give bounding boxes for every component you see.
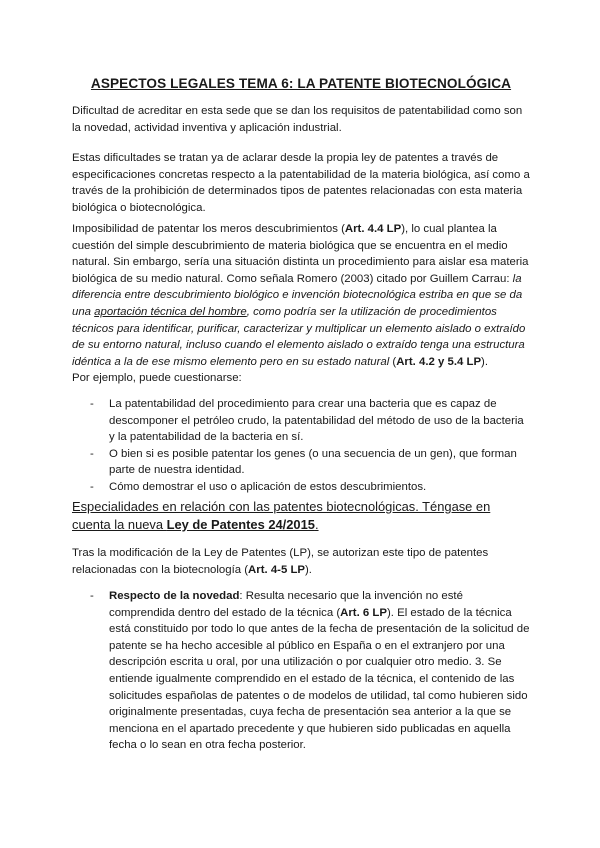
article-reference: Art. 4.4 LP: [344, 223, 402, 235]
dash-bullet: -: [90, 590, 94, 602]
text-span: Especialidades en relación con las patentes biotecnológicas. Téngase en cuenta la nueva: [72, 499, 491, 532]
text-span: .: [314, 516, 319, 532]
text-span: ).: [305, 563, 312, 576]
paragraph-modificacion: [72, 545, 530, 578]
quote-italic: [72, 273, 525, 368]
list-item-text: Cómo demostrar el uso o aplicación de estos descubrimientos.: [109, 480, 427, 493]
text-span: ), lo cual plantea la cuestión del simple descubrimiento de materia biológica que se encuentra en el medio natural. Sin embargo, sería una situación distinta un procedimiento para aislar esa materia biológica de su medio natural. Como señala Romero (2003) citado por Guillem Carrau:: [72, 223, 529, 285]
section-heading: [72, 498, 530, 533]
paragraph-dificultades: Estas dificultades se tratan ya de aclarar desde la propia ley de patentes a través de especificaciones concretas respecto a la patentabilidad de la materia biológica, así como a través de la prohibición de determinados tipos de patentes relacionadas con esta materia biológica o biotecnológica.: [72, 152, 530, 214]
article-reference: Art. 4-5 LP: [248, 563, 306, 576]
text-span: ).: [481, 355, 489, 368]
dash-bullet: -: [90, 447, 94, 460]
list-item-text: [109, 590, 529, 751]
example-list: [72, 396, 530, 496]
list-item: [72, 588, 530, 754]
dash-bullet: -: [90, 480, 94, 493]
list-item: [72, 479, 530, 496]
text-span: : Resulta necesario que la invención no esté comprendida dentro del estado de la técnica (: [109, 590, 463, 619]
article-reference: Art. 6 LP: [340, 606, 387, 619]
article-reference: Art. 4.2 y 5.4 LP: [396, 355, 482, 368]
requirements-list: [72, 588, 530, 754]
paragraph-requisitos: Dificultad de acreditar en esta sede que se dan los requisitos de patentabilidad como son la novedad, actividad inventiva y aplicación industrial.: [72, 105, 523, 134]
list-item: [72, 446, 530, 479]
list-item: [72, 396, 530, 446]
paragraph-ejemplo: Por ejemplo, puede cuestionarse:: [72, 372, 242, 384]
underlined-phrase: aportación técnica del hombre: [94, 305, 247, 318]
law-reference: Ley de Patentes 24/2015: [166, 516, 315, 532]
item-lead: Respecto de la novedad: [109, 590, 240, 602]
dash-bullet: -: [90, 398, 94, 410]
list-item-text: O bien si es posible patentar los genes (o una secuencia de un gen), que forman parte de nuestra identidad.: [109, 447, 517, 477]
text-span: Imposibilidad de patentar los meros descubrimientos (: [72, 223, 345, 235]
document-title: ASPECTOS LEGALES TEMA 6: LA PATENTE BIOTECNOLÓGICA: [90, 76, 512, 91]
list-item-text: La patentabilidad del procedimiento para crear una bacteria que es capaz de descomponer el petróleo crudo, la patentabilidad del método de uso de la bacteria y la patentabilidad de la bacteria en sí.: [109, 398, 524, 444]
text-span: Tras la modificación de la Ley de Patentes (LP), se autorizan este tipo de patentes relacionadas con la biotecnología (: [72, 547, 489, 576]
text-span: ). El estado de la técnica está constituido por todo lo que antes de la fecha de presentación de la solicitud de patente se ha hecho accesible al público en España o en el extranjero por una descripción escrita u oral, por una utilización o por cualquier otro medio. 3. Se entiende igualmente comprendido en el estado de la técnica, el contenido de las solicitudes españolas de patentes o de modelos de utilidad, tal como hubieren sido originalmente presentadas, cuya fecha de presentación sea anterior a la que se menciona en el apartado precedente y que hubieren sido publicadas en aquella fecha o lo sean en otra fecha posterior.: [109, 606, 530, 752]
paragraph-descubrimientos: [72, 221, 530, 370]
text-span: , como podría ser la utilización de procedimientos técnicos para identificar, purificar, caracterizar y multiplicar un elemento aislado o extraído de su entorno natural, incluso cuando el elemento aislado o extraído tenga una estructura idéntica a la de ese mismo elemento pero en su estado natural: [72, 305, 526, 368]
text-span: la diferencia entre descubrimiento biológico e invención biotecnológica estriba en que se da una: [72, 272, 523, 318]
text-span: (: [389, 355, 397, 368]
